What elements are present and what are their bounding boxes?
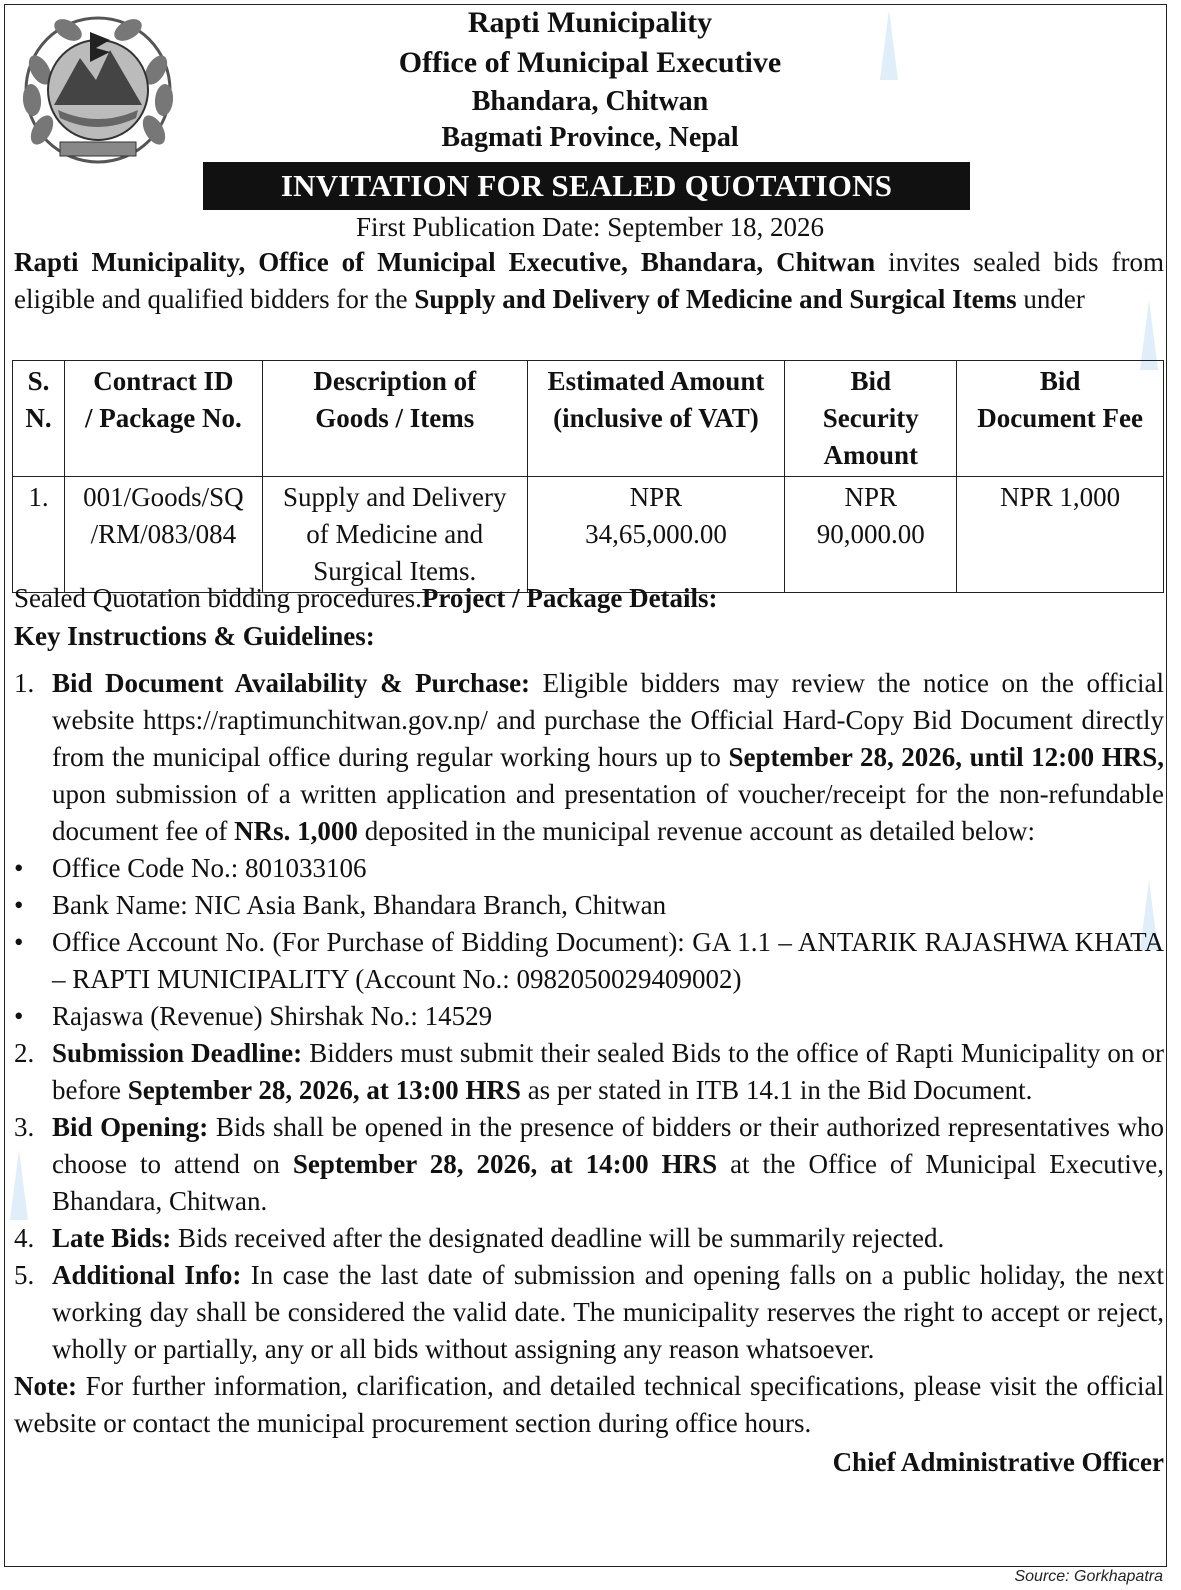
- intro-text-end: under: [1016, 284, 1085, 314]
- header-sn: S. N.: [13, 361, 65, 477]
- cell-document-fee: NPR 1,000: [957, 477, 1164, 593]
- list-item: • Bank Name: NIC Asia Bank, Bhandara Branch, Chitwan: [14, 890, 667, 920]
- cell-contract-id: 001/Goods/SQ /RM/083/084: [64, 477, 262, 593]
- header-estimated-amount: Estimated Amount (inclusive of VAT): [527, 361, 785, 477]
- list-item: 3. Bid Opening: Bids shall be opened in the presence of bidders or their authorized representatives who choose to attend on September 28, 2026, at 14:00 HRS at the Office of Municipal Executive, Bhandara, Chitwan.: [14, 1112, 1164, 1216]
- header-bid-security: Bid Security Amount: [785, 361, 957, 477]
- note-paragraph: Note: For further information, clarification, and detailed technical specifications, please visit the official website or contact the municipal procurement section during office hours.: [14, 1371, 1164, 1438]
- header-document-fee: Bid Document Fee: [957, 361, 1164, 477]
- cell-description: Supply and Delivery of Medicine and Surgical Items.: [262, 477, 527, 593]
- intro-bold-office: Rapti Municipality, Office of Municipal Executive, Bhandara, Chitwan: [14, 247, 876, 277]
- cell-estimated-amount: NPR 34,65,000.00: [527, 477, 785, 593]
- source-credit: Source: Gorkhapatra: [1014, 1568, 1163, 1585]
- table-row: [13, 477, 1164, 593]
- intro-paragraph: [14, 244, 1164, 318]
- bid-table: [12, 360, 1164, 593]
- office-location: Bhandara, Chitwan: [471, 86, 709, 117]
- municipality-name: Rapti Municipality: [467, 6, 713, 39]
- header-contract-id: Contract ID / Package No.: [64, 361, 262, 477]
- list-item: • Rajaswa (Revenue) Shirshak No.: 14529: [14, 1001, 493, 1031]
- publication-date: First Publication Date: September 18, 2026: [356, 212, 824, 242]
- nepal-emblem-icon: [18, 10, 178, 172]
- table-header-row: [13, 361, 1164, 477]
- intro-text: invites sealed bids from eligible and qualified bidders for the: [14, 247, 1165, 314]
- province-country: Bagmati Province, Nepal: [441, 122, 739, 153]
- cell-sn: 1.: [13, 477, 65, 593]
- office-name: Office of Municipal Executive: [398, 46, 782, 79]
- list-item: 5. Additional Info: In case the last date of submission and opening falls on a public holiday, the next working day shall be considered the valid date. The municipality reserves the right to accept or reject, wholly or partially, any or all bids without assigning any reason whatsoever.: [14, 1260, 1164, 1364]
- list-item: 1. Bid Document Availability & Purchase: Eligible bidders may review the notice on the official website https://raptimunchitwan.gov.np/ and purchase the Official Hard-Copy Bid Document directly from the municipal office during regular working hours up to September 28, 2026, until 12:00 HRS, upon submission of a written application and presentation of voucher/receipt for the non-refundable document fee of NRs. 1,000 deposited in the municipal revenue account as detailed below:: [14, 668, 1164, 846]
- list-item: • Office Code No.: 801033106: [14, 853, 367, 883]
- notice-title-banner: INVITATION FOR SEALED QUOTATIONS: [203, 162, 970, 210]
- guidelines-heading: Key Instructions & Guidelines:: [14, 621, 375, 651]
- package-details-line: Sealed Quotation bidding procedures.Project / Package Details:: [14, 583, 718, 613]
- cell-bid-security: NPR 90,000.00: [785, 477, 957, 593]
- list-item: • Office Account No. (For Purchase of Bidding Document): GA 1.1 – ANTARIK RAJASHWA KHATA – RAPTI MUNICIPALITY (Account No.: 0982050029409002): [14, 927, 1164, 994]
- list-item: 4. Late Bids: Bids received after the designated deadline will be summarily rejected.: [14, 1223, 945, 1253]
- instructions-list: [14, 665, 1164, 1481]
- signatory: Chief Administrative Officer: [832, 1447, 1164, 1477]
- list-item: 2. Submission Deadline: Bidders must submit their sealed Bids to the office of Rapti Municipality on or before September 28, 2026, at 13:00 HRS as per stated in ITB 14.1 in the Bid Document.: [14, 1038, 1164, 1105]
- header-description: Description of Goods / Items: [262, 361, 527, 477]
- intro-bold-subject: Supply and Delivery of Medicine and Surgical Items: [414, 284, 1017, 314]
